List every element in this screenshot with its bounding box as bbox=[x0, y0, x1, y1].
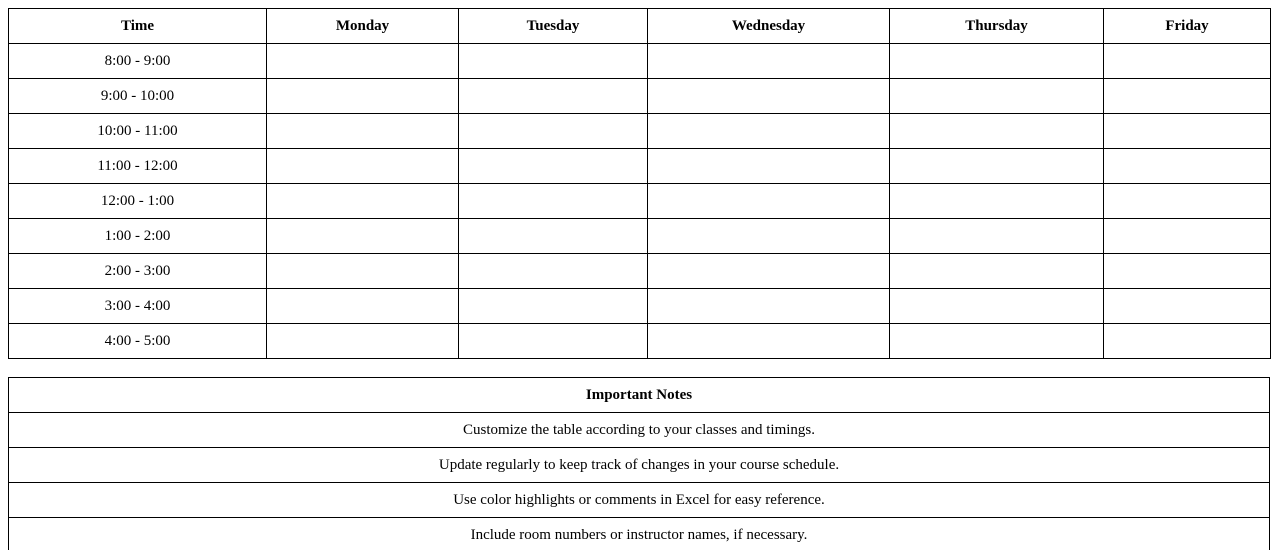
schedule-cell-friday[interactable] bbox=[1104, 184, 1271, 219]
schedule-cell-wednesday[interactable] bbox=[648, 149, 890, 184]
schedule-cell-wednesday[interactable] bbox=[648, 184, 890, 219]
header-tuesday: Tuesday bbox=[459, 9, 648, 44]
table-row bbox=[9, 149, 1271, 184]
schedule-cell-monday[interactable] bbox=[267, 114, 459, 149]
schedule-cell-thursday[interactable] bbox=[890, 184, 1104, 219]
schedule-cell-wednesday[interactable] bbox=[648, 114, 890, 149]
schedule-cell-wednesday[interactable] bbox=[648, 219, 890, 254]
schedule-cell-tuesday[interactable] bbox=[459, 79, 648, 114]
schedule-cell-monday[interactable] bbox=[267, 324, 459, 359]
schedule-cell-thursday[interactable] bbox=[890, 219, 1104, 254]
schedule-cell-monday[interactable] bbox=[267, 219, 459, 254]
schedule-cell-friday[interactable] bbox=[1104, 149, 1271, 184]
schedule-cell-friday[interactable] bbox=[1104, 79, 1271, 114]
header-monday: Monday bbox=[267, 9, 459, 44]
note-text: Customize the table according to your classes and timings. bbox=[9, 413, 1270, 448]
schedule-table bbox=[8, 8, 1271, 359]
schedule-cell-tuesday[interactable] bbox=[459, 114, 648, 149]
schedule-cell-wednesday[interactable] bbox=[648, 324, 890, 359]
schedule-cell-thursday[interactable] bbox=[890, 79, 1104, 114]
time-slot-cell: 12:00 - 1:00 bbox=[9, 184, 267, 219]
list-item bbox=[9, 413, 1270, 448]
schedule-cell-tuesday[interactable] bbox=[459, 324, 648, 359]
notes-table bbox=[8, 377, 1270, 550]
schedule-cell-friday[interactable] bbox=[1104, 254, 1271, 289]
schedule-cell-friday[interactable] bbox=[1104, 219, 1271, 254]
schedule-cell-thursday[interactable] bbox=[890, 149, 1104, 184]
schedule-cell-tuesday[interactable] bbox=[459, 219, 648, 254]
notes-header-row bbox=[9, 378, 1270, 413]
time-slot-cell: 8:00 - 9:00 bbox=[9, 44, 267, 79]
schedule-cell-monday[interactable] bbox=[267, 184, 459, 219]
schedule-cell-wednesday[interactable] bbox=[648, 289, 890, 324]
time-slot-cell: 1:00 - 2:00 bbox=[9, 219, 267, 254]
schedule-header-row bbox=[9, 9, 1271, 44]
schedule-cell-wednesday[interactable] bbox=[648, 44, 890, 79]
time-slot-cell: 11:00 - 12:00 bbox=[9, 149, 267, 184]
schedule-cell-friday[interactable] bbox=[1104, 114, 1271, 149]
schedule-cell-tuesday[interactable] bbox=[459, 149, 648, 184]
schedule-cell-thursday[interactable] bbox=[890, 254, 1104, 289]
time-slot-cell: 4:00 - 5:00 bbox=[9, 324, 267, 359]
schedule-cell-friday[interactable] bbox=[1104, 44, 1271, 79]
header-friday: Friday bbox=[1104, 9, 1271, 44]
notes-title: Important Notes bbox=[9, 378, 1270, 413]
schedule-cell-thursday[interactable] bbox=[890, 324, 1104, 359]
note-text: Use color highlights or comments in Excel for easy reference. bbox=[9, 483, 1270, 518]
schedule-cell-monday[interactable] bbox=[267, 149, 459, 184]
note-text: Update regularly to keep track of changes in your course schedule. bbox=[9, 448, 1270, 483]
schedule-cell-friday[interactable] bbox=[1104, 289, 1271, 324]
table-row bbox=[9, 219, 1271, 254]
table-row bbox=[9, 324, 1271, 359]
table-row bbox=[9, 44, 1271, 79]
header-thursday: Thursday bbox=[890, 9, 1104, 44]
header-wednesday: Wednesday bbox=[648, 9, 890, 44]
table-row bbox=[9, 114, 1271, 149]
schedule-cell-tuesday[interactable] bbox=[459, 289, 648, 324]
table-row bbox=[9, 184, 1271, 219]
time-slot-cell: 2:00 - 3:00 bbox=[9, 254, 267, 289]
list-item bbox=[9, 483, 1270, 518]
notes-body bbox=[9, 413, 1270, 550]
schedule-cell-tuesday[interactable] bbox=[459, 44, 648, 79]
table-row bbox=[9, 289, 1271, 324]
note-text: Include room numbers or instructor names, if necessary. bbox=[9, 518, 1270, 550]
schedule-cell-friday[interactable] bbox=[1104, 324, 1271, 359]
schedule-cell-tuesday[interactable] bbox=[459, 254, 648, 289]
time-slot-cell: 10:00 - 11:00 bbox=[9, 114, 267, 149]
schedule-cell-thursday[interactable] bbox=[890, 289, 1104, 324]
schedule-cell-monday[interactable] bbox=[267, 44, 459, 79]
time-slot-cell: 3:00 - 4:00 bbox=[9, 289, 267, 324]
schedule-cell-wednesday[interactable] bbox=[648, 254, 890, 289]
table-row bbox=[9, 79, 1271, 114]
schedule-cell-monday[interactable] bbox=[267, 254, 459, 289]
schedule-cell-thursday[interactable] bbox=[890, 44, 1104, 79]
schedule-cell-monday[interactable] bbox=[267, 79, 459, 114]
list-item bbox=[9, 518, 1270, 550]
schedule-cell-monday[interactable] bbox=[267, 289, 459, 324]
table-row bbox=[9, 254, 1271, 289]
schedule-body bbox=[9, 44, 1271, 359]
schedule-cell-tuesday[interactable] bbox=[459, 184, 648, 219]
schedule-cell-wednesday[interactable] bbox=[648, 79, 890, 114]
list-item bbox=[9, 448, 1270, 483]
schedule-cell-thursday[interactable] bbox=[890, 114, 1104, 149]
time-slot-cell: 9:00 - 10:00 bbox=[9, 79, 267, 114]
header-time: Time bbox=[9, 9, 267, 44]
